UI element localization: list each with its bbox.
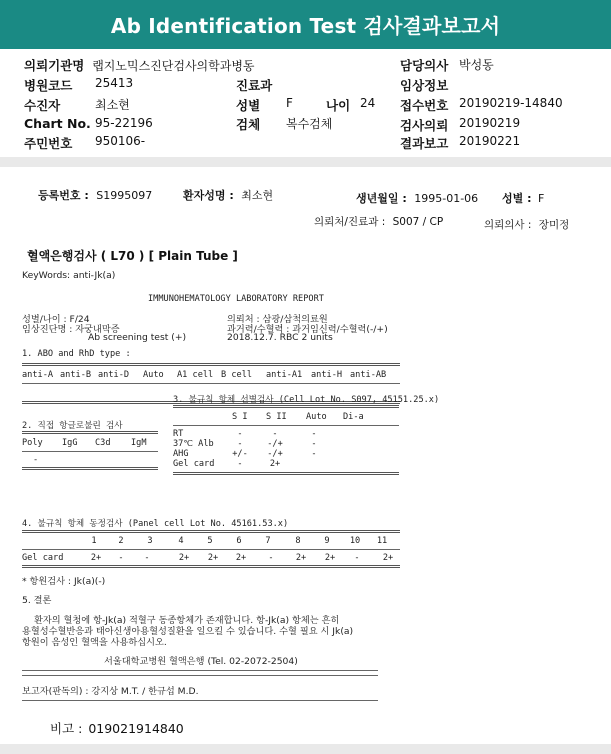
requesting-department-label: 의뢰처/진료과 : [314, 216, 386, 228]
panel-result: 2+ [90, 553, 102, 563]
dat-col: Poly [22, 438, 43, 448]
requesting-doctor-label: 의뢰의사 : [484, 219, 532, 231]
rule [22, 383, 400, 384]
screening-row-label: AHG [173, 449, 189, 459]
panel-cell-number: 7 [265, 536, 271, 546]
clinical-diagnosis: 임상진단명 : 자궁내막증 [22, 324, 120, 335]
screening-col: Di-a [343, 412, 364, 422]
abo-col: Auto [143, 370, 164, 380]
antigen-test: * 항원검사 : Jk(a)(-) [22, 576, 106, 587]
panel-cell-number: 1 [91, 536, 97, 546]
panel-result: 2+ [382, 553, 394, 563]
resident-no-value: 950106- [95, 134, 146, 148]
registration-label: 등록번호 : [38, 189, 89, 202]
identification-title: 4. 불규칙 항체 동정검사 (Panel cell Lot No. 45161.53.x) [22, 519, 289, 529]
rule [22, 700, 378, 701]
summary-report-date [400, 134, 521, 152]
dat-col: IgM [131, 438, 147, 448]
panel-cell-number: 2 [118, 536, 124, 546]
hospital-code-label: 병원코드 [24, 78, 73, 93]
sex-age-line: 성별/나이 : F/24 [22, 314, 90, 325]
conclusion-line: 항원이 음성인 혈액을 사용하십시오. [22, 637, 167, 648]
rule [173, 425, 399, 426]
abo-headers [22, 370, 387, 380]
doctor-label: 담당의사 [400, 58, 449, 73]
abo-col: anti-H [311, 370, 343, 380]
panel-result: - [268, 553, 274, 563]
sex-label: 성별 [236, 98, 261, 113]
registration-value: S1995097 [96, 189, 153, 202]
abo-col: A1 cell [177, 370, 214, 380]
screening-cell: 2+ [269, 459, 281, 469]
reporter: 보고자(판독의) : 강지상 M.T. / 한규섭 M.D. [22, 686, 199, 697]
transfusion-history: 과거력/수혈력 : 과거임신력/수혈력(-/+) [227, 324, 388, 335]
screening-row-label: Gel card [173, 459, 215, 469]
summary-hospital-code [24, 76, 134, 94]
screening-cell: - [311, 439, 317, 449]
request-date-label: 검사의뢰 [400, 118, 449, 133]
abo-col: B cell [221, 370, 253, 380]
transfusion-record: 2018.12.7. RBC 2 units [227, 332, 333, 343]
rule [173, 405, 399, 408]
dat-headers [22, 438, 147, 448]
screening-cell: - [311, 449, 317, 459]
remarks [50, 719, 184, 737]
birth-date [356, 190, 478, 206]
gel-card-label: Gel card [22, 553, 64, 563]
screening-col: S I [232, 412, 248, 422]
screening-row-label: 37℃ Alb [173, 439, 214, 449]
patient-value: 최소현 [95, 98, 130, 112]
report-title: Ab Identification Test 검사결과보고서 [0, 0, 611, 49]
abo-col: anti-B [60, 370, 92, 380]
rule [22, 467, 158, 470]
requesting-doctor [484, 217, 569, 232]
report-date-value: 20190221 [459, 134, 521, 148]
conclusion-line: 환자의 혈청에 항-Jk(a) 적혈구 동종항체가 존재합니다. 항-Jk(a) 항체는 흔히 [34, 615, 340, 626]
report-date-label: 결과보고 [400, 136, 449, 151]
institution-value: 랩지노믹스진단검사의학과병동 [92, 59, 255, 73]
chart-no-label: Chart No. [24, 116, 91, 131]
panel-cell-number: 4 [178, 536, 184, 546]
sex-value: F [286, 96, 293, 110]
registration-no [38, 187, 152, 203]
request-date-value: 20190219 [459, 116, 521, 130]
panel-result: - [354, 553, 360, 563]
screening-col: Auto [306, 412, 327, 422]
summary-resident-no [24, 134, 146, 152]
summary-specimen [236, 115, 333, 133]
panel-cell-number: 11 [376, 536, 388, 546]
chart-no-value: 95-22196 [95, 116, 153, 130]
specimen-value: 복수검체 [286, 117, 333, 131]
panel-cell-number: 9 [324, 536, 330, 546]
birth-date-value: 1995-01-06 [414, 192, 479, 205]
specimen-label: 검체 [236, 117, 261, 132]
summary-chart-no [24, 116, 153, 131]
department-label: 진료과 [236, 78, 273, 93]
panel-cell-number: 10 [349, 536, 361, 546]
doctor-value: 박성동 [459, 58, 494, 72]
rule [22, 670, 378, 671]
keywords: KeyWords: anti-Jk(a) [22, 270, 116, 281]
report-sex-value: F [537, 192, 545, 205]
rule [22, 530, 400, 533]
screening-cell: - [237, 429, 243, 439]
patient-name-value: 최소현 [241, 189, 274, 202]
birth-date-label: 생년월일 : [356, 192, 407, 205]
screening-cell: +/- [232, 449, 248, 459]
screening-title: 3. 불규칙 항체 선별검사 (Cell Lot No. S097, 45151.25.x) [173, 395, 440, 405]
screening-cell: -/+ [267, 449, 283, 459]
abo-col: anti-A [22, 370, 54, 380]
requesting-department [314, 214, 443, 229]
panel-cell-number: 6 [236, 536, 242, 546]
patient-name-label: 환자성명 : [183, 189, 234, 202]
rule [22, 565, 400, 568]
rule [22, 675, 378, 676]
receipt-no-label: 접수번호 [400, 98, 449, 113]
dat-title: 2. 직접 항글로불린 검사 [22, 421, 123, 431]
panel-result: 2+ [207, 553, 219, 563]
abo-col: anti-AB [350, 370, 387, 380]
patient-label: 수진자 [24, 98, 61, 113]
dat-col: C3d [95, 438, 111, 448]
summary-age [326, 96, 376, 114]
rule [22, 549, 400, 550]
summary-sex [236, 96, 293, 114]
age-value: 24 [360, 96, 376, 110]
patient-name [183, 187, 273, 203]
blood-bank-contact: 서울대학교병원 혈액은행 (Tel. 02-2072-2504) [104, 656, 298, 667]
dat-col: IgG [62, 438, 78, 448]
summary-clinical-info [400, 76, 448, 94]
rule [22, 451, 158, 452]
panel-cell-number: 5 [207, 536, 213, 546]
panel-result: 2+ [235, 553, 247, 563]
abo-col: anti-A1 [266, 370, 303, 380]
section-divider [0, 157, 611, 167]
summary-receipt-no [400, 96, 563, 114]
panel-cell-number: 3 [147, 536, 153, 546]
panel-result: - [118, 553, 124, 563]
remarks-label: 비고 : [50, 721, 83, 736]
requesting-doctor-value: 장미정 [538, 219, 570, 231]
summary-doctor [400, 56, 494, 74]
summary-patient [24, 96, 130, 114]
report-sex [502, 190, 544, 206]
rule [22, 363, 400, 366]
lab-report-title: IMMUNOHEMATOLOGY LABORATORY REPORT [148, 294, 324, 304]
screening-cell: - [311, 429, 317, 439]
screening-cell: - [272, 429, 278, 439]
abo-rhd-title: 1. ABO and RhD type : [22, 349, 131, 359]
summary-institution [24, 56, 255, 74]
remarks-value: 019021914840 [88, 721, 184, 736]
screening-cell: - [237, 459, 243, 469]
summary-department [236, 76, 272, 94]
abo-col: anti-D [98, 370, 130, 380]
bottom-divider [0, 744, 611, 754]
summary-request-date [400, 116, 521, 134]
screening-result: Ab screening test (+) [88, 332, 187, 343]
ordering-institution: 의뢰처 : 삼광/삼척의료원 [227, 314, 328, 325]
screening-cell: - [237, 439, 243, 449]
hospital-code-value: 25413 [95, 76, 134, 90]
dat-value: - [33, 455, 39, 465]
resident-no-label: 주민번호 [24, 136, 73, 151]
conclusion-line: 용혈성수혈반응과 태아신생아용혈성질환을 일으킬 수 있습니다. 수혈 필요 시 Jk(a) [22, 626, 354, 637]
screening-col: S II [266, 412, 287, 422]
conclusion-title: 5. 결론 [22, 595, 52, 606]
receipt-no-value: 20190219-14840 [459, 96, 563, 110]
rule [173, 472, 399, 475]
report-sex-label: 성별 : [502, 192, 532, 205]
clinical-info-label: 임상정보 [400, 78, 449, 93]
section-title: 혈액은행검사 ( L70 ) [ Plain Tube ] [27, 249, 238, 263]
panel-result: 2+ [178, 553, 190, 563]
institution-label: 의뢰기관명 [24, 58, 85, 73]
panel-result: 2+ [324, 553, 336, 563]
requesting-department-value: S007 / CP [392, 216, 444, 228]
screening-row-label: RT [173, 429, 184, 439]
panel-cell-number: 8 [295, 536, 301, 546]
age-label: 나이 [326, 98, 351, 113]
screening-cell: -/+ [267, 439, 283, 449]
panel-result: 2+ [295, 553, 307, 563]
rule [22, 431, 158, 434]
panel-result: - [144, 553, 150, 563]
